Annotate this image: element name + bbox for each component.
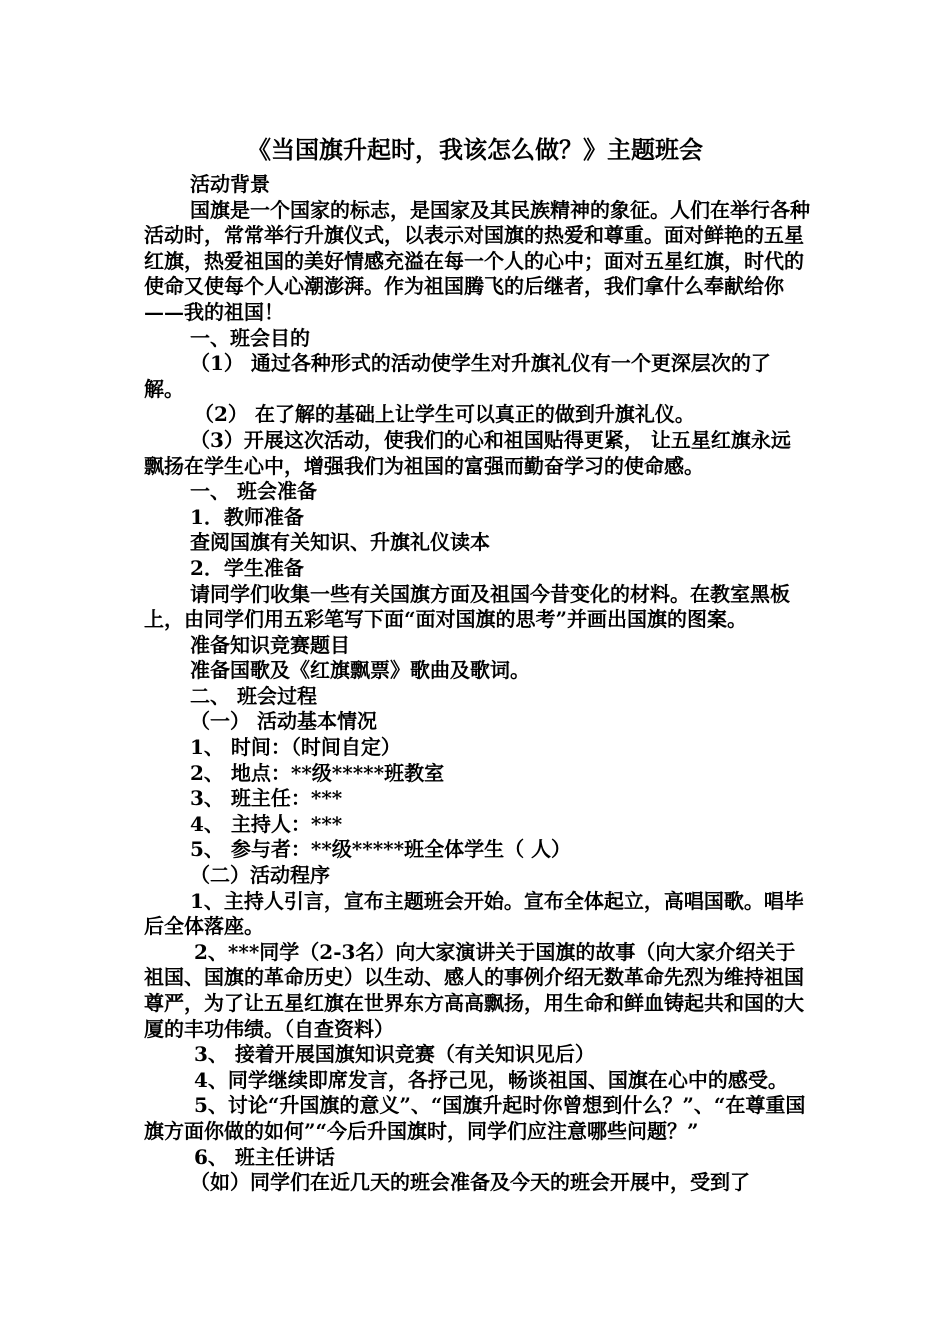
- subheading-basic-info: （一） 活动基本情况: [190, 709, 377, 734]
- subheading-procedure: （二）活动程序: [190, 863, 330, 888]
- section-heading-background: 活动背景: [190, 172, 270, 196]
- purpose-item-2: （2） 在了解的基础上让学生可以真正的做到升旗礼仪。: [194, 402, 695, 427]
- paragraph-song-prep: 准备国歌及《红旗飘票》歌曲及歌词。: [190, 658, 530, 683]
- subheading-teacher-prep: 1．教师准备: [190, 504, 304, 529]
- info-item-time: 1、 时间：（时间自定）: [190, 735, 401, 760]
- paragraph-background: 国旗是一个国家的标志，是国家及其民族精神的象征。人们在举行各种活动时，常常举行升旗仪式，以表示对国旗的热爱和尊重。面对鲜艳的五星红旗，热爱祖国的美好情感充溢在每一个人的心中；面对五星红旗，时代的使命又使每个人心潮澎湃。作为祖国腾飞的后继者，我们拿什么奉献给你——我的祖国！: [144, 197, 810, 324]
- procedure-step-6: 6、 班主任讲话: [194, 1144, 335, 1169]
- document-title: 《当国旗升起时，我该怎么做？》主题班会: [247, 135, 703, 164]
- info-item-location: 2、 地点：**级*****班教室: [190, 760, 445, 785]
- section-heading-process: 二、 班会过程: [190, 683, 317, 708]
- purpose-item-1: （1） 通过各种形式的活动使学生对升旗礼仪有一个更深层次的了解。: [144, 351, 771, 401]
- paragraph-teacher-prep: 查阅国旗有关知识、升旗礼仪读本: [190, 530, 490, 555]
- section-heading-preparation: 一、 班会准备: [190, 479, 317, 504]
- procedure-step-4: 4、同学继续即席发言，各抒己见，畅谈祖国、国旗在心中的感受。: [194, 1067, 788, 1092]
- section-heading-purpose: 一、班会目的: [190, 325, 310, 350]
- paragraph-student-prep: 请同学们收集一些有关国旗方面及祖国今昔变化的材料。在教室黑板上，由同学们用五彩笔写下面“面对国旗的思考”并画出国旗的图案。: [144, 581, 790, 632]
- paragraph-teacher-speech: （如）同学们在近几天的班会准备及今天的班会开展中，受到了: [190, 1170, 750, 1195]
- subheading-student-prep: 2．学生准备: [190, 555, 304, 580]
- procedure-step-3: 3、 接着开展国旗知识竞赛（有关知识见后）: [194, 1042, 595, 1067]
- purpose-item-3: （3）开展这次活动，使我们的心和祖国贴得更紧， 让五星红旗永远飘扬在学生心中，增强我们为祖国的富强而勤奋学习的使命感。: [144, 427, 791, 478]
- paragraph-quiz-prep: 准备知识竞赛题目: [190, 632, 350, 657]
- document-body: [144, 172, 810, 1196]
- info-item-head-teacher: 3、 班主任：***: [190, 786, 343, 811]
- procedure-step-1: 1、主持人引言，宣布主题班会开始。宣布全体起立，高唱国歌。唱毕后全体落座。: [144, 888, 804, 939]
- procedure-step-2: 2、***同学（2-3名）向大家演讲关于国旗的故事（向大家介绍关于祖国、国旗的革命历史）以生动、感人的事例介绍无数革命先烈为维持祖国尊严，为了让五星红旗在世界东方高高飘扬，用生命和鲜血铸起共和国的大厦的丰功伟绩。（自查资料）: [144, 939, 804, 1041]
- info-item-host: 4、 主持人：***: [190, 811, 343, 836]
- procedure-step-5: 5、讨论“升国旗的意义”、“国旗升起时你曾想到什么？”、“在尊重国旗方面你做的如何”“今后升国旗时，同学们应注意哪些问题？”: [144, 1093, 806, 1143]
- info-item-participants: 5、 参与者：**级*****班全体学生（ 人）: [190, 837, 572, 862]
